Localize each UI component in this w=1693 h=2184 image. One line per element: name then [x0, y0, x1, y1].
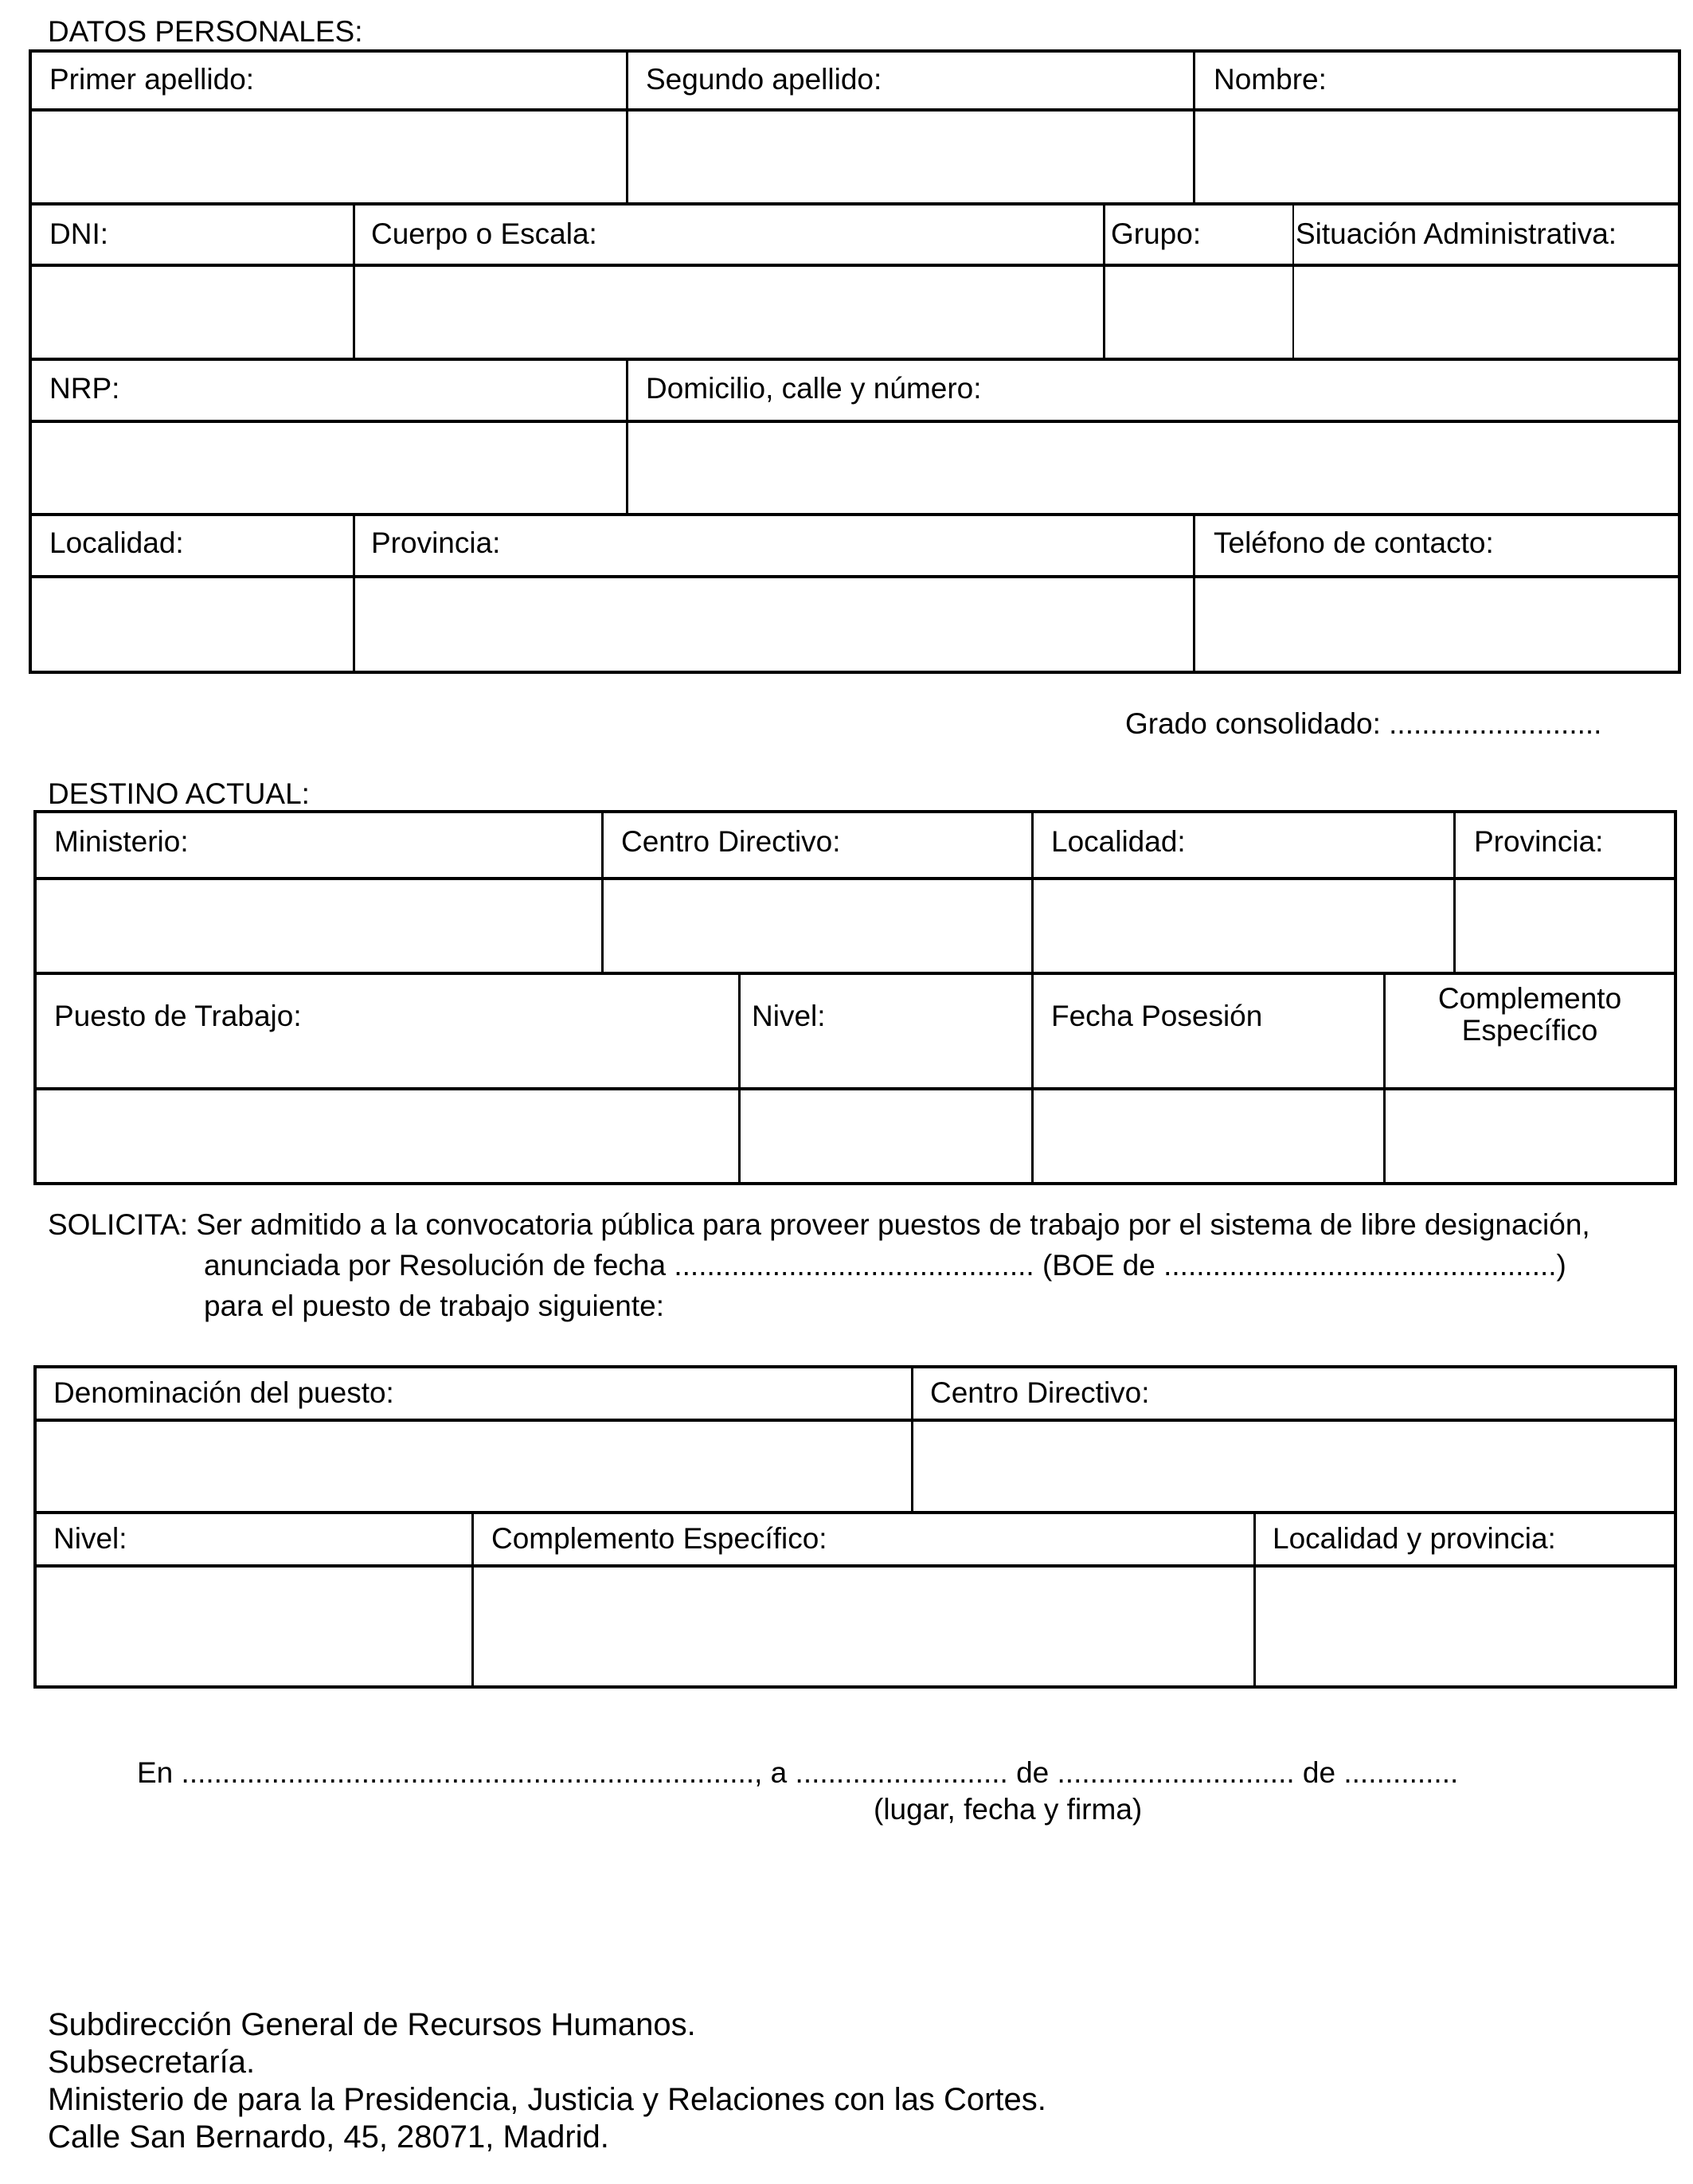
label-dni: DNI:	[49, 217, 108, 250]
label-nivel: Nivel:	[53, 1522, 127, 1555]
dni-field[interactable]	[32, 267, 353, 358]
localidad-field[interactable]	[1034, 880, 1453, 972]
puesto-trabajo-field[interactable]	[37, 1090, 738, 1182]
label-provincia: Provincia:	[371, 526, 501, 559]
label-domicilio: Domicilio, calle y número:	[646, 372, 982, 405]
label-situacion-administrativa: Situación Administrativa:	[1296, 217, 1617, 250]
footer-line-3: Ministerio de para la Presidencia, Justicia y Relaciones con las Cortes.	[48, 2082, 1046, 2117]
provincia-field[interactable]	[1456, 880, 1674, 972]
divider	[626, 358, 628, 421]
domicilio-field[interactable]	[628, 423, 1678, 513]
footer-line-2: Subsecretaría.	[48, 2045, 256, 2080]
label-primer-apellido: Primer apellido:	[49, 63, 255, 96]
divider	[33, 1511, 1677, 1514]
label-complemento-line1: Complemento	[1437, 982, 1622, 1015]
signature-place-date-line[interactable]: En ......................................................................, a .......................... de ............................. de ..............	[137, 1756, 1459, 1789]
fecha-posesion-field[interactable]	[1034, 1090, 1383, 1182]
label-centro-directivo: Centro Directivo:	[930, 1376, 1150, 1409]
primer-apellido-field[interactable]	[32, 112, 626, 202]
label-localidad: Localidad:	[49, 526, 184, 559]
nivel-field[interactable]	[37, 1568, 471, 1685]
cuerpo-escala-field[interactable]	[355, 267, 1103, 358]
localidad-field[interactable]	[32, 578, 353, 671]
footer-address	[48, 2006, 1046, 2156]
complemento-especifico-field[interactable]	[1386, 1090, 1674, 1182]
denominacion-puesto-field[interactable]	[37, 1422, 911, 1511]
divider	[29, 202, 1681, 205]
label-grupo: Grupo:	[1111, 217, 1202, 250]
label-complemento-line2: Específico	[1461, 1014, 1598, 1047]
solicita-line-3: para el puesto de trabajo siguiente:	[204, 1290, 665, 1322]
grado-consolidado[interactable]: Grado consolidado: ..........................	[1125, 707, 1602, 740]
situacion-administrativa-field[interactable]	[1294, 267, 1678, 358]
centro-directivo-field[interactable]	[913, 1422, 1674, 1511]
footer-line-1: Subdirección General de Recursos Humanos.	[48, 2007, 696, 2042]
footer-line-4: Calle San Bernardo, 45, 28071, Madrid.	[48, 2119, 609, 2155]
solicita-line-2[interactable]: anunciada por Resolución de fecha ............................................ (BOE de ................................................)	[204, 1249, 1566, 1282]
label-telefono: Teléfono de contacto:	[1214, 526, 1494, 559]
nrp-field[interactable]	[32, 423, 626, 513]
telefono-field[interactable]	[1195, 578, 1678, 671]
solicita-line-1: SOLICITA: Ser admitido a la convocatoria pública para proveer puestos de trabajo por el sistema de libre designación,	[48, 1208, 1590, 1241]
section-title-datos-personales: DATOS PERSONALES:	[48, 15, 363, 48]
label-fecha-posesion: Fecha Posesión	[1051, 1000, 1263, 1032]
label-segundo-apellido: Segundo apellido:	[646, 63, 882, 96]
label-provincia: Provincia:	[1474, 825, 1604, 858]
label-nrp: NRP:	[49, 372, 120, 405]
label-localidad: Localidad:	[1051, 825, 1186, 858]
segundo-apellido-field[interactable]	[628, 112, 1193, 202]
grupo-field[interactable]	[1105, 267, 1292, 358]
section-title-destino-actual: DESTINO ACTUAL:	[48, 777, 310, 810]
complemento-especifico-field[interactable]	[474, 1568, 1253, 1685]
label-puesto-trabajo: Puesto de Trabajo:	[54, 1000, 302, 1032]
provincia-field[interactable]	[355, 578, 1193, 671]
label-centro-directivo: Centro Directivo:	[621, 825, 841, 858]
divider	[29, 513, 1681, 516]
divider	[29, 358, 1681, 361]
nivel-field[interactable]	[741, 1090, 1031, 1182]
label-localidad-provincia: Localidad y provincia:	[1273, 1522, 1556, 1555]
label-denominacion-puesto: Denominación del puesto:	[53, 1376, 394, 1409]
label-nivel: Nivel:	[752, 1000, 826, 1032]
label-complemento-especifico: Complemento Específico:	[491, 1522, 827, 1555]
localidad-provincia-field[interactable]	[1256, 1568, 1674, 1685]
label-ministerio: Ministerio:	[54, 825, 189, 858]
divider	[33, 972, 1677, 975]
ministerio-field[interactable]	[37, 880, 601, 972]
centro-directivo-field[interactable]	[604, 880, 1031, 972]
signature-caption: (lugar, fecha y firma)	[874, 1793, 1143, 1826]
label-cuerpo-escala: Cuerpo o Escala:	[371, 217, 597, 250]
nombre-field[interactable]	[1195, 112, 1678, 202]
label-complemento-especifico	[1386, 983, 1674, 1047]
label-nombre: Nombre:	[1214, 63, 1327, 96]
